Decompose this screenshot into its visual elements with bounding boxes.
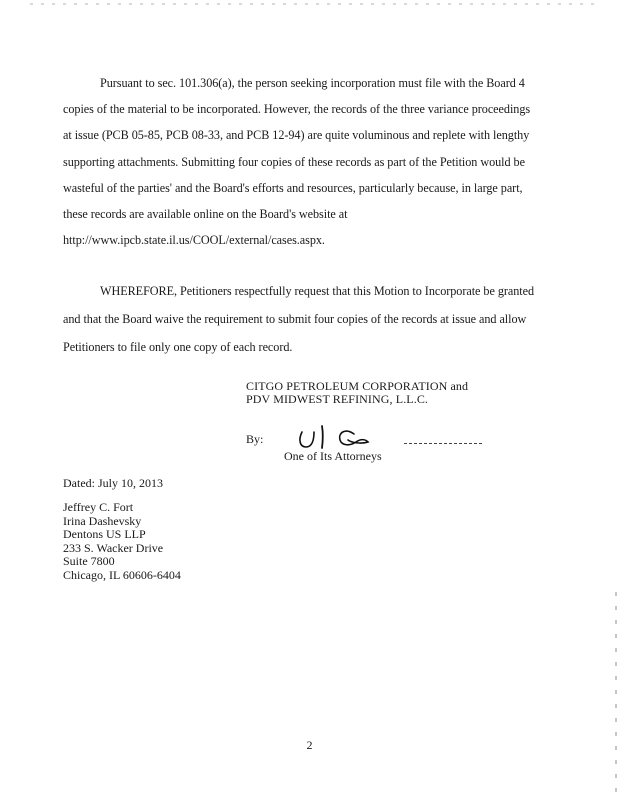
scan-artifact-right — [615, 592, 617, 792]
party-name-line1: CITGO PETROLEUM CORPORATION and — [246, 379, 469, 393]
suite: Suite 7800 — [63, 554, 115, 569]
page-number: 2 — [306, 738, 313, 752]
street-address: 233 S. Wacker Drive — [63, 540, 164, 555]
by-label: By: — [246, 432, 264, 446]
paragraph-line: Pursuant to sec. 101.306(a), the person seeking incorporation must file with the Board 4 — [100, 76, 525, 90]
paragraph-line: and that the Board waive the requirement to submit four copies of the records at issue and allow — [63, 312, 527, 326]
signature-block — [246, 380, 468, 406]
counsel-name: Irina Dashevsky — [63, 513, 142, 528]
paragraph-line: Petitioners to file only one copy of each record. — [63, 340, 293, 354]
counsel-name: Jeffrey C. Fort — [63, 500, 134, 514]
scan-artifact-top — [30, 3, 599, 5]
party-name-line2: PDV MIDWEST REFINING, L.L.C. — [246, 392, 429, 406]
paragraph-line: at issue (PCB 05-85, PCB 08-33, and PCB 12-94) are quite voluminous and replete with lengthy — [63, 128, 530, 142]
paragraph-line: wasteful of the parties' and the Board's efforts and resources, particularly because, in large part, — [63, 181, 523, 195]
signature-line — [404, 443, 482, 444]
paragraph-line: these records are available online on the Board's website at — [63, 207, 348, 221]
firm-name: Dentons US LLP — [63, 527, 146, 542]
website-url: http://www.ipcb.state.il.us/COOL/external/cases.aspx. — [63, 233, 325, 247]
city-state-zip: Chicago, IL 60606-6404 — [63, 567, 181, 582]
counsel-address-block — [63, 501, 181, 583]
attorneys-label: One of Its Attorneys — [284, 449, 382, 463]
date-line: Dated: July 10, 2013 — [63, 476, 163, 490]
handwritten-signature — [292, 420, 376, 452]
paragraph-line: copies of the material to be incorporated. However, the records of the three variance proceedings — [63, 102, 531, 116]
paragraph-line: supporting attachments. Submitting four copies of these records as part of the Petition would be — [63, 155, 525, 169]
paragraph-line: WHEREFORE, Petitioners respectfully request that this Motion to Incorporate be granted — [100, 284, 535, 298]
